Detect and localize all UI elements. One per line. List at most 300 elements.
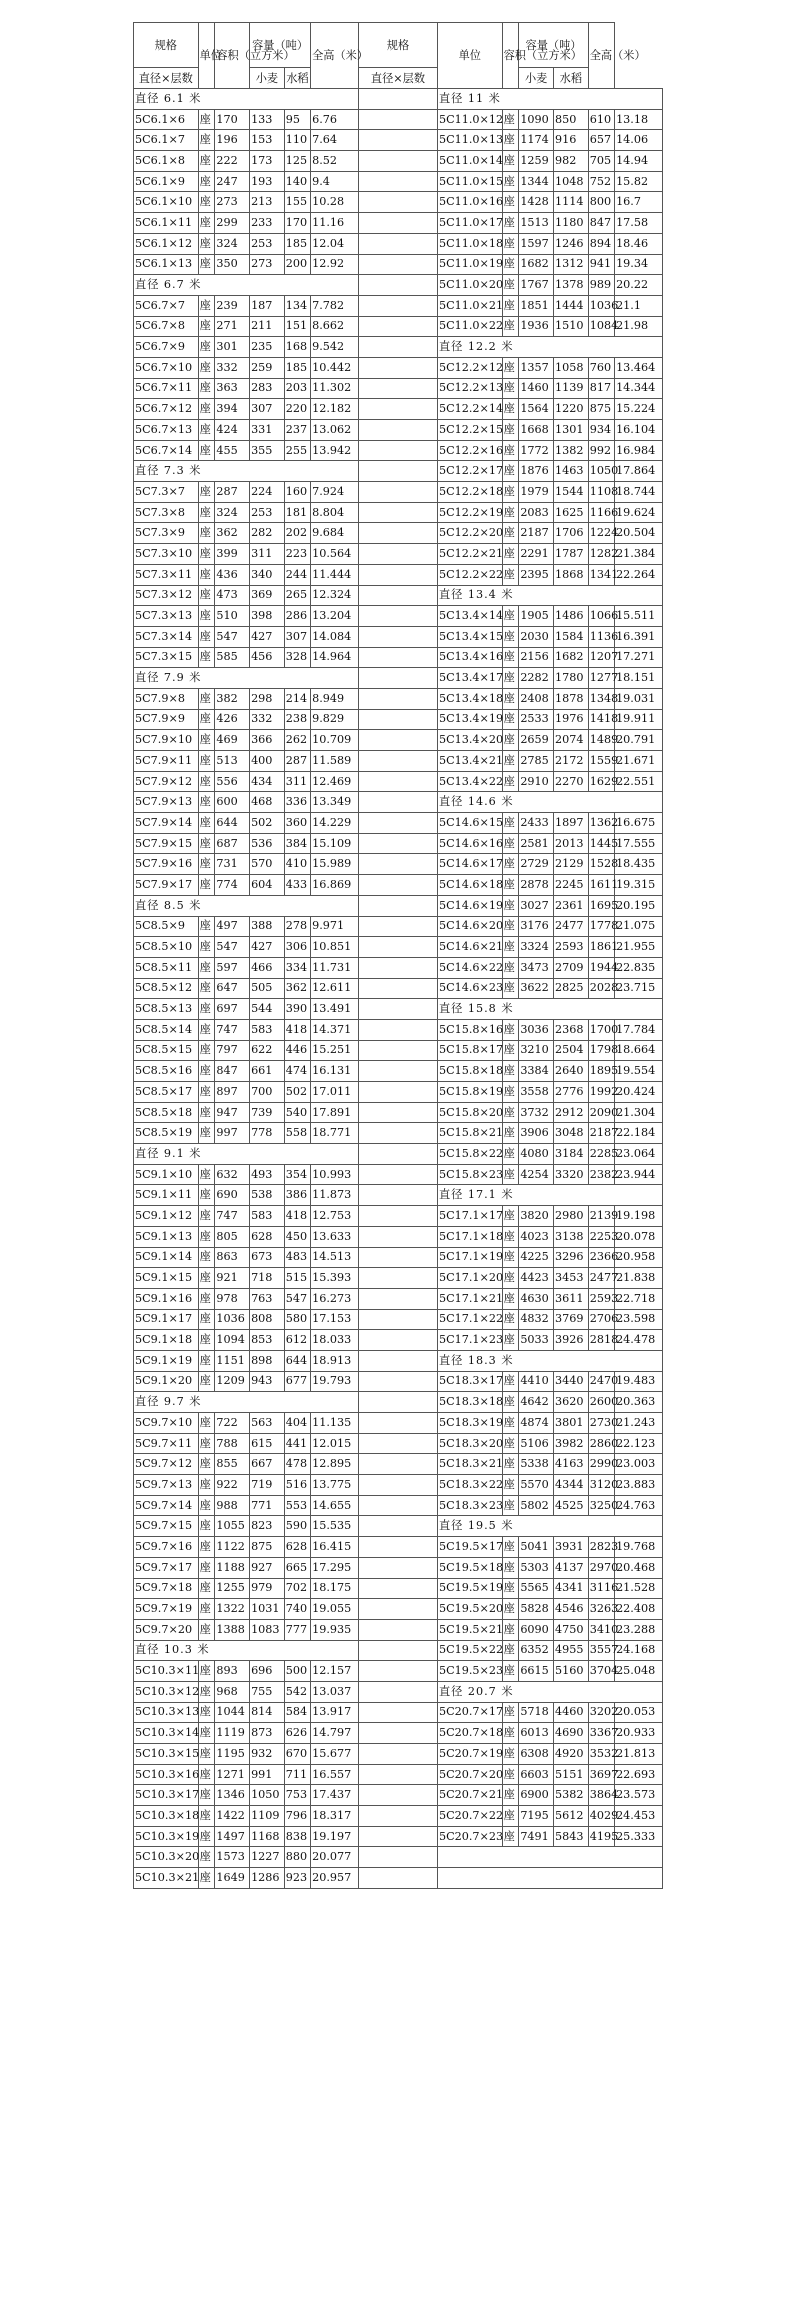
unit-cell: 座	[502, 1102, 519, 1123]
table-row	[134, 1082, 663, 1103]
wheat-cell: 982	[554, 151, 589, 172]
unit-cell: 座	[502, 957, 519, 978]
column-gap	[358, 1537, 437, 1558]
wheat-cell: 2776	[554, 1082, 589, 1103]
table-row	[134, 151, 663, 172]
height-cell: 7.924	[311, 482, 359, 503]
spec-cell: 5C9.1×18	[134, 1330, 199, 1351]
rice-cell: 1277	[588, 668, 614, 689]
height-cell: 23.064	[615, 1144, 663, 1165]
height-cell: 12.611	[311, 978, 359, 999]
spec-cell: 5C12.2×18	[437, 482, 502, 503]
rice-cell: 446	[284, 1040, 310, 1061]
wheat-cell: 1510	[554, 316, 589, 337]
column-gap	[358, 916, 437, 937]
volume-cell: 1388	[215, 1619, 250, 1640]
spec-cell: 5C10.3×19	[134, 1826, 199, 1847]
height-cell: 22.408	[615, 1599, 663, 1620]
table-row	[134, 1661, 663, 1682]
unit-cell: 座	[502, 109, 519, 130]
spec-cell: 5C15.8×19	[437, 1082, 502, 1103]
rice-cell: 2860	[588, 1433, 614, 1454]
table-row	[134, 544, 663, 565]
wheat-cell: 5160	[554, 1661, 589, 1682]
spec-cell: 5C13.4×18	[437, 688, 502, 709]
height-cell: 13.204	[311, 606, 359, 627]
rice-cell: 838	[284, 1826, 310, 1847]
volume-cell: 2785	[519, 751, 554, 772]
volume-cell: 3558	[519, 1082, 554, 1103]
rice-cell: 1861	[588, 937, 614, 958]
table-row	[134, 254, 663, 275]
wheat-cell: 298	[250, 688, 285, 709]
wheat-cell: 778	[250, 1123, 285, 1144]
height-cell: 23.598	[615, 1309, 663, 1330]
unit-cell: 座	[198, 357, 215, 378]
spec-cell: 5C14.6×16	[437, 833, 502, 854]
spec-cell: 5C10.3×11	[134, 1661, 199, 1682]
height-cell: 22.184	[615, 1123, 663, 1144]
wheat-cell: 187	[250, 295, 285, 316]
wheat-cell: 1312	[554, 254, 589, 275]
column-gap	[358, 1061, 437, 1082]
height-cell: 22.693	[615, 1764, 663, 1785]
unit-cell: 座	[198, 151, 215, 172]
wheat-cell: 427	[250, 626, 285, 647]
wheat-cell: 700	[250, 1082, 285, 1103]
rice-cell: 3697	[588, 1764, 614, 1785]
column-gap	[358, 895, 437, 916]
spec-cell: 5C11.0×16	[437, 192, 502, 213]
rice-cell: 1798	[588, 1040, 614, 1061]
spec-cell: 5C18.3×22	[437, 1475, 502, 1496]
spec-cell: 5C14.6×20	[437, 916, 502, 937]
volume-cell: 362	[215, 523, 250, 544]
unit-cell: 座	[502, 1392, 519, 1413]
volume-cell: 2282	[519, 668, 554, 689]
height-cell: 17.555	[615, 833, 663, 854]
spec-cell: 5C7.3×12	[134, 585, 199, 606]
wheat-cell: 4344	[554, 1475, 589, 1496]
table-row	[134, 337, 663, 358]
unit-cell: 座	[502, 875, 519, 896]
volume-cell: 797	[215, 1040, 250, 1061]
wheat-cell: 850	[554, 109, 589, 130]
height-cell: 20.078	[615, 1226, 663, 1247]
height-cell: 16.391	[615, 626, 663, 647]
column-gap	[358, 502, 437, 523]
unit-cell: 座	[502, 771, 519, 792]
column-gap	[358, 1392, 437, 1413]
header-wheat-right: 小麦	[519, 68, 554, 89]
volume-cell: 301	[215, 337, 250, 358]
unit-cell: 座	[198, 1681, 215, 1702]
wheat-cell: 1897	[554, 813, 589, 834]
unit-cell: 座	[198, 771, 215, 792]
wheat-cell: 366	[250, 730, 285, 751]
height-cell: 13.633	[311, 1226, 359, 1247]
empty-cell	[437, 1868, 662, 1889]
wheat-cell: 979	[250, 1578, 285, 1599]
spec-cell: 5C12.2×13	[437, 378, 502, 399]
unit-cell: 座	[198, 1764, 215, 1785]
height-cell: 21.528	[615, 1578, 663, 1599]
wheat-cell: 667	[250, 1454, 285, 1475]
column-gap	[358, 1826, 437, 1847]
height-cell: 19.34	[615, 254, 663, 275]
rice-cell: 220	[284, 399, 310, 420]
unit-cell: 座	[198, 192, 215, 213]
table-row	[134, 1309, 663, 1330]
wheat-cell: 2361	[554, 895, 589, 916]
unit-cell: 座	[502, 1599, 519, 1620]
table-row	[134, 130, 663, 151]
height-cell: 8.804	[311, 502, 359, 523]
wheat-cell: 718	[250, 1268, 285, 1289]
unit-cell: 座	[198, 1123, 215, 1144]
rice-cell: 502	[284, 1082, 310, 1103]
unit-cell: 座	[502, 192, 519, 213]
volume-cell: 287	[215, 482, 250, 503]
rice-cell: 2600	[588, 1392, 614, 1413]
unit-cell: 座	[198, 916, 215, 937]
volume-cell: 3027	[519, 895, 554, 916]
wheat-cell: 1301	[554, 420, 589, 441]
height-cell: 13.917	[311, 1702, 359, 1723]
column-gap	[358, 1578, 437, 1599]
table-row	[134, 1206, 663, 1227]
volume-cell: 513	[215, 751, 250, 772]
volume-cell: 239	[215, 295, 250, 316]
column-gap	[358, 813, 437, 834]
volume-cell: 6900	[519, 1785, 554, 1806]
unit-cell: 座	[502, 730, 519, 751]
rice-cell: 125	[284, 151, 310, 172]
height-cell: 22.264	[615, 564, 663, 585]
column-gap	[358, 440, 437, 461]
wheat-cell: 3982	[554, 1433, 589, 1454]
column-gap	[358, 1661, 437, 1682]
wheat-cell: 1444	[554, 295, 589, 316]
unit-cell: 座	[502, 813, 519, 834]
rice-cell: 237	[284, 420, 310, 441]
table-row	[134, 357, 663, 378]
wheat-cell: 398	[250, 606, 285, 627]
column-gap	[358, 109, 437, 130]
rice-cell: 3704	[588, 1661, 614, 1682]
spec-cell: 5C15.8×22	[437, 1144, 502, 1165]
spec-cell: 5C9.1×14	[134, 1247, 199, 1268]
column-gap	[358, 1702, 437, 1723]
spec-cell: 5C7.3×11	[134, 564, 199, 585]
column-gap	[358, 1185, 437, 1206]
height-cell: 13.942	[311, 440, 359, 461]
rice-cell: 1282	[588, 544, 614, 565]
rice-cell: 753	[284, 1785, 310, 1806]
height-cell: 17.295	[311, 1557, 359, 1578]
wheat-cell: 2640	[554, 1061, 589, 1082]
height-cell: 16.415	[311, 1537, 359, 1558]
height-cell: 15.989	[311, 854, 359, 875]
unit-cell: 座	[198, 751, 215, 772]
height-cell: 19.055	[311, 1599, 359, 1620]
height-cell: 23.883	[615, 1475, 663, 1496]
height-cell: 10.564	[311, 544, 359, 565]
wheat-cell: 2477	[554, 916, 589, 937]
column-gap	[358, 1847, 437, 1868]
unit-cell: 座	[502, 564, 519, 585]
spec-cell: 5C6.1×8	[134, 151, 199, 172]
height-cell: 19.911	[615, 709, 663, 730]
spec-cell: 5C6.7×10	[134, 357, 199, 378]
volume-cell: 455	[215, 440, 250, 461]
volume-cell: 2083	[519, 502, 554, 523]
wheat-cell: 2129	[554, 854, 589, 875]
volume-cell: 271	[215, 316, 250, 337]
unit-cell: 座	[502, 1661, 519, 1682]
volume-cell: 4832	[519, 1309, 554, 1330]
volume-cell: 4410	[519, 1371, 554, 1392]
height-cell: 18.913	[311, 1350, 359, 1371]
volume-cell: 5802	[519, 1495, 554, 1516]
wheat-cell: 1378	[554, 275, 589, 296]
spec-cell: 5C7.9×8	[134, 688, 199, 709]
header-volume-left: 容积（立方米）	[215, 23, 250, 89]
table-row	[134, 1019, 663, 1040]
table-row	[134, 295, 663, 316]
volume-cell: 1259	[519, 151, 554, 172]
spec-cell: 5C12.2×19	[437, 502, 502, 523]
rice-cell: 612	[284, 1330, 310, 1351]
rice-cell: 760	[588, 357, 614, 378]
column-gap	[358, 751, 437, 772]
wheat-cell: 3320	[554, 1164, 589, 1185]
volume-cell: 774	[215, 875, 250, 896]
unit-cell: 座	[198, 1702, 215, 1723]
table-row	[134, 1806, 663, 1827]
column-gap	[358, 254, 437, 275]
height-cell: 19.935	[311, 1619, 359, 1640]
column-gap	[358, 1744, 437, 1765]
rice-cell: 1136	[588, 626, 614, 647]
column-gap	[358, 1144, 437, 1165]
height-cell: 19.315	[615, 875, 663, 896]
wheat-cell: 224	[250, 482, 285, 503]
wheat-cell: 3453	[554, 1268, 589, 1289]
wheat-cell: 628	[250, 1226, 285, 1247]
spec-cell: 5C6.7×13	[134, 420, 199, 441]
spec-cell: 5C10.3×13	[134, 1702, 199, 1723]
height-cell: 12.04	[311, 233, 359, 254]
spec-cell: 5C11.0×19	[437, 254, 502, 275]
wheat-cell: 1544	[554, 482, 589, 503]
unit-cell: 座	[502, 1785, 519, 1806]
unit-cell: 座	[502, 544, 519, 565]
rice-cell: 1036	[588, 295, 614, 316]
height-cell: 21.243	[615, 1413, 663, 1434]
wheat-cell: 2709	[554, 957, 589, 978]
spec-cell: 5C9.1×11	[134, 1185, 199, 1206]
unit-cell: 座	[502, 1040, 519, 1061]
wheat-cell: 875	[250, 1537, 285, 1558]
wheat-cell: 3048	[554, 1123, 589, 1144]
unit-cell: 座	[198, 482, 215, 503]
table-row	[134, 1475, 663, 1496]
section-heading: 直径 11 米	[437, 89, 662, 110]
unit-cell: 座	[502, 171, 519, 192]
height-cell: 16.984	[615, 440, 663, 461]
rice-cell: 478	[284, 1454, 310, 1475]
unit-cell: 座	[502, 502, 519, 523]
height-cell: 9.4	[311, 171, 359, 192]
rice-cell: 244	[284, 564, 310, 585]
column-gap	[358, 1495, 437, 1516]
section-heading: 直径 7.3 米	[134, 461, 359, 482]
unit-cell: 座	[502, 1495, 519, 1516]
wheat-cell: 2912	[554, 1102, 589, 1123]
column-gap	[358, 1785, 437, 1806]
volume-cell: 921	[215, 1268, 250, 1289]
column-gap	[358, 420, 437, 441]
spec-cell: 5C19.5×22	[437, 1640, 502, 1661]
wheat-cell: 755	[250, 1681, 285, 1702]
rice-cell: 2818	[588, 1330, 614, 1351]
wheat-cell: 1382	[554, 440, 589, 461]
height-cell: 24.763	[615, 1495, 663, 1516]
spec-cell: 5C13.4×21	[437, 751, 502, 772]
wheat-cell: 259	[250, 357, 285, 378]
table-row	[134, 1557, 663, 1578]
unit-cell: 座	[502, 833, 519, 854]
rice-cell: 214	[284, 688, 310, 709]
volume-cell: 922	[215, 1475, 250, 1496]
volume-cell: 1151	[215, 1350, 250, 1371]
wheat-cell: 4163	[554, 1454, 589, 1475]
spec-cell: 5C18.3×17	[437, 1371, 502, 1392]
unit-cell: 座	[198, 999, 215, 1020]
table-row	[134, 1537, 663, 1558]
unit-cell: 座	[198, 1557, 215, 1578]
rice-cell: 1050	[588, 461, 614, 482]
volume-cell: 473	[215, 585, 250, 606]
height-cell: 15.393	[311, 1268, 359, 1289]
spec-cell: 5C20.7×23	[437, 1826, 502, 1847]
unit-cell: 座	[502, 213, 519, 234]
height-cell: 19.031	[615, 688, 663, 709]
table-row	[134, 171, 663, 192]
rice-cell: 1895	[588, 1061, 614, 1082]
rice-cell: 306	[284, 937, 310, 958]
column-gap	[358, 233, 437, 254]
spec-cell: 5C8.5×18	[134, 1102, 199, 1123]
table-row	[134, 792, 663, 813]
volume-cell: 5033	[519, 1330, 554, 1351]
table-row	[134, 440, 663, 461]
height-cell: 20.195	[615, 895, 663, 916]
height-cell: 20.053	[615, 1702, 663, 1723]
column-gap	[358, 1413, 437, 1434]
spec-cell: 5C11.0×22	[437, 316, 502, 337]
column-gap	[358, 1806, 437, 1827]
unit-cell: 座	[502, 275, 519, 296]
height-cell: 7.782	[311, 295, 359, 316]
volume-cell: 1905	[519, 606, 554, 627]
volume-cell: 6603	[519, 1764, 554, 1785]
unit-cell: 座	[198, 1185, 215, 1206]
spec-cell: 5C14.6×18	[437, 875, 502, 896]
spec-cell: 5C7.9×13	[134, 792, 199, 813]
unit-cell: 座	[198, 585, 215, 606]
spec-cell: 5C7.9×17	[134, 875, 199, 896]
section-heading: 直径 14.6 米	[437, 792, 662, 813]
unit-cell: 座	[502, 1206, 519, 1227]
column-gap	[358, 337, 437, 358]
volume-cell: 1876	[519, 461, 554, 482]
rice-cell: 515	[284, 1268, 310, 1289]
unit-cell: 座	[502, 295, 519, 316]
unit-cell: 座	[198, 1847, 215, 1868]
height-cell: 11.135	[311, 1413, 359, 1434]
spec-cell: 5C6.1×10	[134, 192, 199, 213]
height-cell: 18.033	[311, 1330, 359, 1351]
volume-cell: 5041	[519, 1537, 554, 1558]
spec-cell: 5C12.2×12	[437, 357, 502, 378]
unit-cell: 座	[198, 1019, 215, 1040]
table-row	[134, 1516, 663, 1537]
height-cell: 15.677	[311, 1744, 359, 1765]
rice-cell: 752	[588, 171, 614, 192]
rice-cell: 516	[284, 1475, 310, 1496]
height-cell: 13.349	[311, 792, 359, 813]
column-gap	[358, 1371, 437, 1392]
height-cell: 13.18	[615, 109, 663, 130]
rice-cell: 168	[284, 337, 310, 358]
spec-cell: 5C9.1×19	[134, 1350, 199, 1371]
spec-cell: 5C10.3×21	[134, 1868, 199, 1889]
height-cell: 16.7	[615, 192, 663, 213]
unit-cell: 座	[198, 1268, 215, 1289]
table-row	[134, 1640, 663, 1661]
column-gap	[358, 585, 437, 606]
unit-cell: 座	[198, 1330, 215, 1351]
table-row	[134, 688, 663, 709]
wheat-cell: 544	[250, 999, 285, 1020]
wheat-cell: 2245	[554, 875, 589, 896]
table-row	[134, 1350, 663, 1371]
unit-cell: 座	[198, 854, 215, 875]
volume-cell: 2910	[519, 771, 554, 792]
rice-cell: 2028	[588, 978, 614, 999]
height-cell: 17.58	[615, 213, 663, 234]
spec-cell: 5C14.6×23	[437, 978, 502, 999]
table-row	[134, 1268, 663, 1289]
volume-cell: 805	[215, 1226, 250, 1247]
rice-cell: 540	[284, 1102, 310, 1123]
rice-cell: 1224	[588, 523, 614, 544]
unit-cell: 座	[502, 399, 519, 420]
height-cell: 14.06	[615, 130, 663, 151]
volume-cell: 690	[215, 1185, 250, 1206]
column-gap	[358, 854, 437, 875]
unit-cell: 座	[502, 1144, 519, 1165]
spec-cell: 5C12.2×14	[437, 399, 502, 420]
height-cell: 23.944	[615, 1164, 663, 1185]
column-gap	[358, 1330, 437, 1351]
column-gap	[358, 1640, 437, 1661]
table-row	[134, 771, 663, 792]
height-cell: 19.768	[615, 1537, 663, 1558]
spec-cell: 5C6.7×7	[134, 295, 199, 316]
